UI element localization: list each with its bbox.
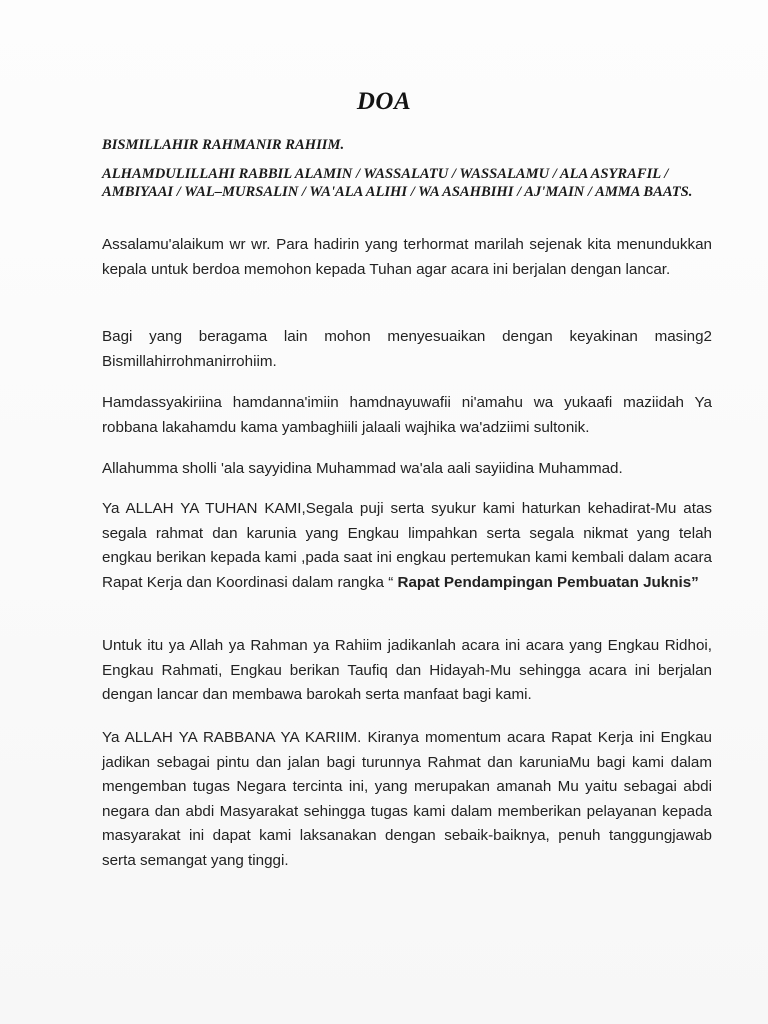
paragraph-other-religions: Bagi yang beragama lain mohon menyesuaikan dengan keyakinan masing2 Bismillahirrohmanirrohiim. <box>102 328 712 370</box>
praise-block: ALHAMDULILLAHI RABBIL ALAMIN / WASSALATU / WASSALAMU / ALA ASYRAFIL / AMBIYAAI / WAL–MURSALIN / WA'ALA ALIHI / WA ASAHBIHI / AJ'MAIN / AMMA BAATS. <box>102 166 693 200</box>
paragraph-hamdalah: Hamdassyakiriina hamdanna'imiin hamdnayuwafii ni'amahu wa yukaafi maziidah Ya robbana lakahamdu kama yambaghiili jalaali wajhika wa'adziimi sultonik. <box>102 394 712 436</box>
opening-line: BISMILLAHIR RAHMANIR RAHIIM. <box>102 137 345 153</box>
paragraph-greeting: Assalamu'alaikum wr wr. Para hadirin yang terhormat marilah sejenak kita menundukkan kepala untuk berdoa memohon kepada Tuhan agar acara ini berjalan dengan lancar. <box>102 236 712 278</box>
event-name-emphasis: Rapat Pendampingan Pembuatan Juknis” <box>397 573 699 591</box>
paragraph-praise-gratitude <box>102 497 712 595</box>
paragraph-blessing-request: Untuk itu ya Allah ya Rahman ya Rahiim jadikanlah acara ini acara yang Engkau Ridhoi, Engkau Rahmati, Engkau berikan Taufiq dan Hidayah-Mu sehingga acara ini berjalan dengan lancar dan membawa barokah serta manfaat bagi kami. <box>102 637 712 703</box>
document-title: DOA <box>356 88 412 115</box>
paragraph-closing-prayer: Ya ALLAH YA RABBANA YA KARIIM. Kiranya momentum acara Rapat Kerja ini Engkau jadikan sebagai pintu dan jalan bagi turunnya Rahmat dan karuniaMu bagi kami dalam mengemban tugas Negara tercinta ini, yang merupakan amanah Mu yaitu sebagai abdi negara dan abdi Masyarakat sehingga tugas kami dalam memberikan pelayanan kepada masyarakat ini dapat kami laksanakan dengan sebaik-baiknya, penuh tanggungjawab serta semangat yang tinggi. <box>102 729 712 869</box>
paragraph-sholawat: Allahumma sholli 'ala sayyidina Muhammad wa'ala aali sayiidina Muhammad. <box>102 460 623 477</box>
paragraph-praise-text: Ya ALLAH YA TUHAN KAMI,Segala puji serta syukur kami haturkan kehadirat-Mu atas segala rahmat dan karunia yang Engkau limpahkan serta segala nikmat yang telah engkau berikan kepada kami ,pada saat ini engkau pertemukan kami kembali dalam acara Rapat Kerja dan Koordinasi dalam rangka “ <box>102 500 712 591</box>
